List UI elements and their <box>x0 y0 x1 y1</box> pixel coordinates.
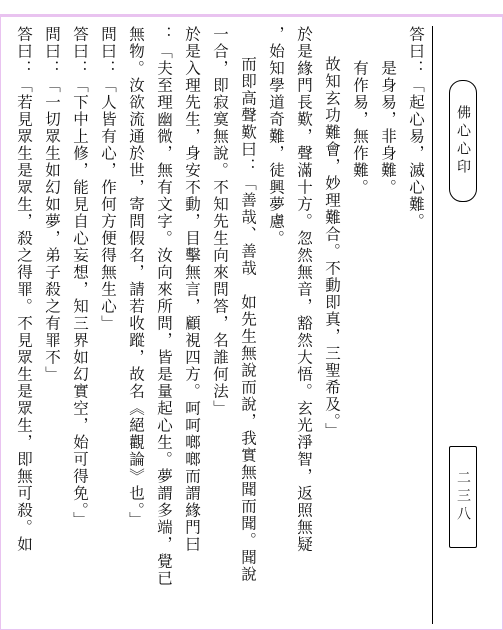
text-column: 問曰：「人皆有心，作何方便得無生心」 <box>99 26 117 332</box>
text-column: ：「夫至理幽微，無有文字。汝向來所問，皆是量起心生。夢謂多端，覺已 <box>155 26 173 587</box>
page-number-box <box>449 446 477 548</box>
text-column: 而即高聲歎曰：「善哉、善哉 如先生無說而說，我實無聞而聞。聞說 <box>239 56 257 583</box>
top-border <box>0 14 503 17</box>
text-column: 有作易，無作難。 <box>351 26 369 196</box>
margin-divider <box>432 26 433 624</box>
book-title-box <box>449 80 477 202</box>
text-column: 答曰：「起心易，滅心難。 <box>407 26 425 230</box>
left-border <box>0 14 1 630</box>
text-column: 是身易，非身難。 <box>379 26 397 196</box>
body-text <box>10 26 430 616</box>
text-column: 答曰：「下中上修，能見自心妄想，知三界如幻實空，始可得免。」 <box>71 26 89 529</box>
text-column: 一合，即寂寞無說。不知先生向來問答，名誰何法」 <box>211 26 229 417</box>
text-column: 故知玄功難會，妙理難合。不動即真，三聖希及。」 <box>323 56 341 440</box>
text-column: 於是緣門長歎，聲滿十方。忽然無音，豁然大悟。玄光淨智，返照無疑 <box>295 26 313 553</box>
text-column: 問曰：「一切眾生如幻如夢，弟子殺之有罪不」 <box>43 26 61 383</box>
text-column: 無物。汝欲流通於世，寄問假名，請若收蹤，故名《絕觀論》也。」 <box>127 26 145 529</box>
page-number: 二三八 <box>455 470 471 524</box>
text-column: 於是入理先生，身安不動，目擊無言，顧視四方。呵呵啷啷而謂緣門曰 <box>183 26 201 553</box>
text-column: 答曰：「若見眾生是眾生，殺之得罪。不見眾生是眾生，即無可殺。如 <box>15 26 33 553</box>
text-column: ，始知學道奇難，徒興夢慮。 <box>267 26 285 247</box>
book-title: 佛心心印 <box>455 105 471 177</box>
